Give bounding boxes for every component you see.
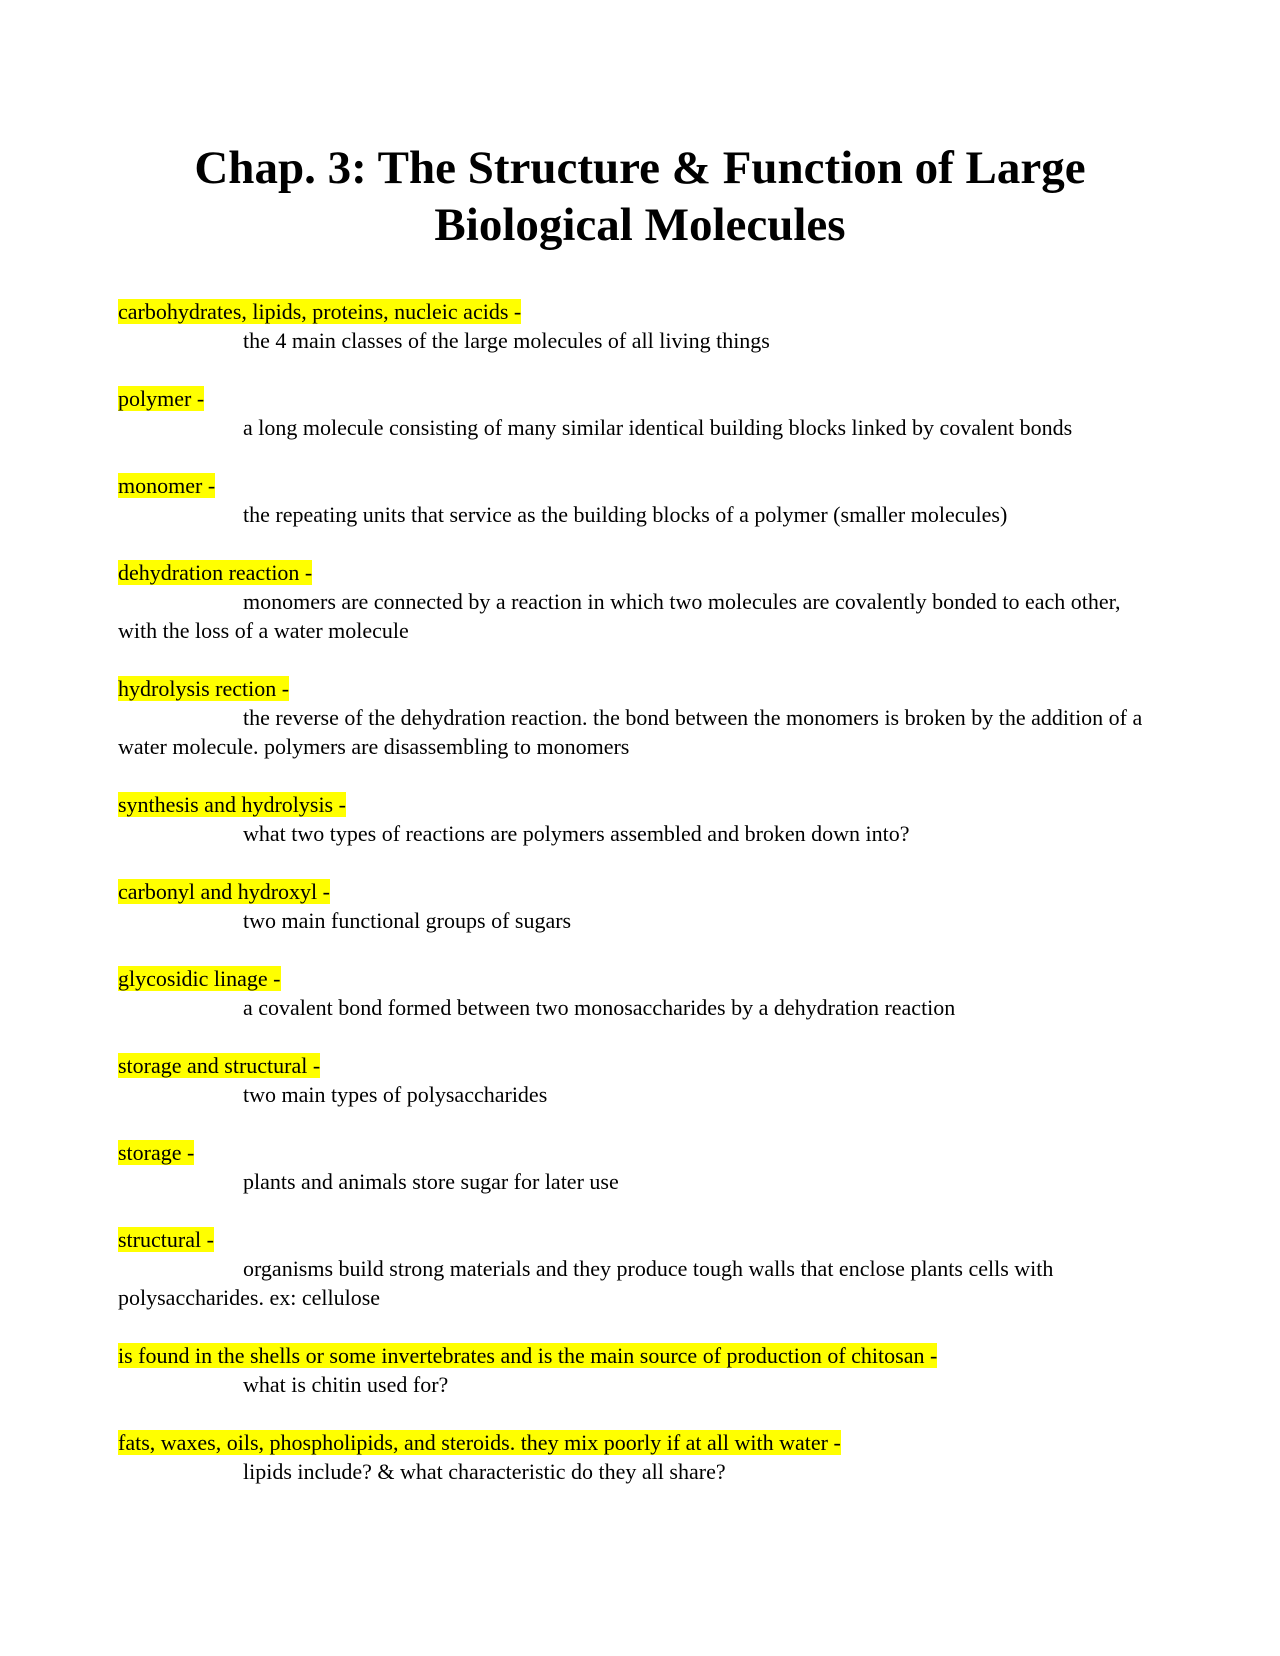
flashcard-definition: the reverse of the dehydration reaction. the bond between the monomers is broken by the addition of a water molecule. polymers are disassembling to monomers <box>118 705 1143 759</box>
flashcard-entry <box>118 1051 1162 1109</box>
flashcard-term: storage - <box>118 1140 195 1165</box>
flashcard-term: polymer - <box>118 386 205 411</box>
flashcard-term: carbonyl and hydroxyl - <box>118 879 330 904</box>
flashcard-term: fats, waxes, oils, phospholipids, and steroids. they mix poorly if at all with water - <box>118 1430 841 1455</box>
flashcard-definition: two main types of polysaccharides <box>243 1082 548 1107</box>
flashcard-entry <box>118 1428 1162 1486</box>
flashcard-definition: organisms build strong materials and they produce tough walls that enclose plants cells with polysaccharides. ex: cellulose <box>118 1256 1054 1310</box>
flashcard-entry <box>118 558 1162 645</box>
flashcard-definition: the repeating units that service as the building blocks of a polymer (smaller molecules) <box>243 502 1008 527</box>
flashcard-entry <box>118 964 1162 1022</box>
flashcard-term: structural - <box>118 1227 214 1252</box>
flashcard-entry <box>118 1138 1162 1196</box>
flashcard-term: synthesis and hydrolysis - <box>118 792 346 817</box>
flashcard-definition: what two types of reactions are polymers assembled and broken down into? <box>243 821 910 846</box>
flashcard-definition: a long molecule consisting of many similar identical building blocks linked by covalent bonds <box>243 415 1073 440</box>
flashcard-entry <box>118 384 1162 442</box>
flashcard-definition: what is chitin used for? <box>243 1372 449 1397</box>
flashcard-entry <box>118 1341 1162 1399</box>
flashcard-term: storage and structural - <box>118 1053 321 1078</box>
flashcard-entry <box>118 471 1162 529</box>
flashcard-entry <box>118 877 1162 935</box>
flashcard-definition: lipids include? & what characteristic do they all share? <box>243 1459 726 1484</box>
flashcard-definition: a covalent bond formed between two monosaccharides by a dehydration reaction <box>243 995 956 1020</box>
flashcard-term: is found in the shells or some invertebrates and is the main source of production of chitosan - <box>118 1343 938 1368</box>
flashcard-entry <box>118 790 1162 848</box>
flashcard-list <box>118 297 1162 1515</box>
flashcard-entry <box>118 297 1162 355</box>
flashcard-term: carbohydrates, lipids, proteins, nucleic acids - <box>118 299 522 324</box>
flashcard-term: dehydration reaction - <box>118 560 313 585</box>
flashcard-definition: the 4 main classes of the large molecules of all living things <box>243 328 770 353</box>
flashcard-definition: two main functional groups of sugars <box>243 908 572 933</box>
flashcard-definition: monomers are connected by a reaction in which two molecules are covalently bonded to each other, with the loss of a water molecule <box>118 589 1121 643</box>
page-title: Chap. 3: The Structure & Function of Large Biological Molecules <box>194 142 1086 251</box>
flashcard-term: hydrolysis rection - <box>118 676 290 701</box>
flashcard-term: glycosidic linage - <box>118 966 281 991</box>
flashcard-entry <box>118 674 1162 761</box>
flashcard-term: monomer - <box>118 473 216 498</box>
flashcard-entry <box>118 1225 1162 1312</box>
flashcard-definition: plants and animals store sugar for later use <box>243 1169 619 1194</box>
